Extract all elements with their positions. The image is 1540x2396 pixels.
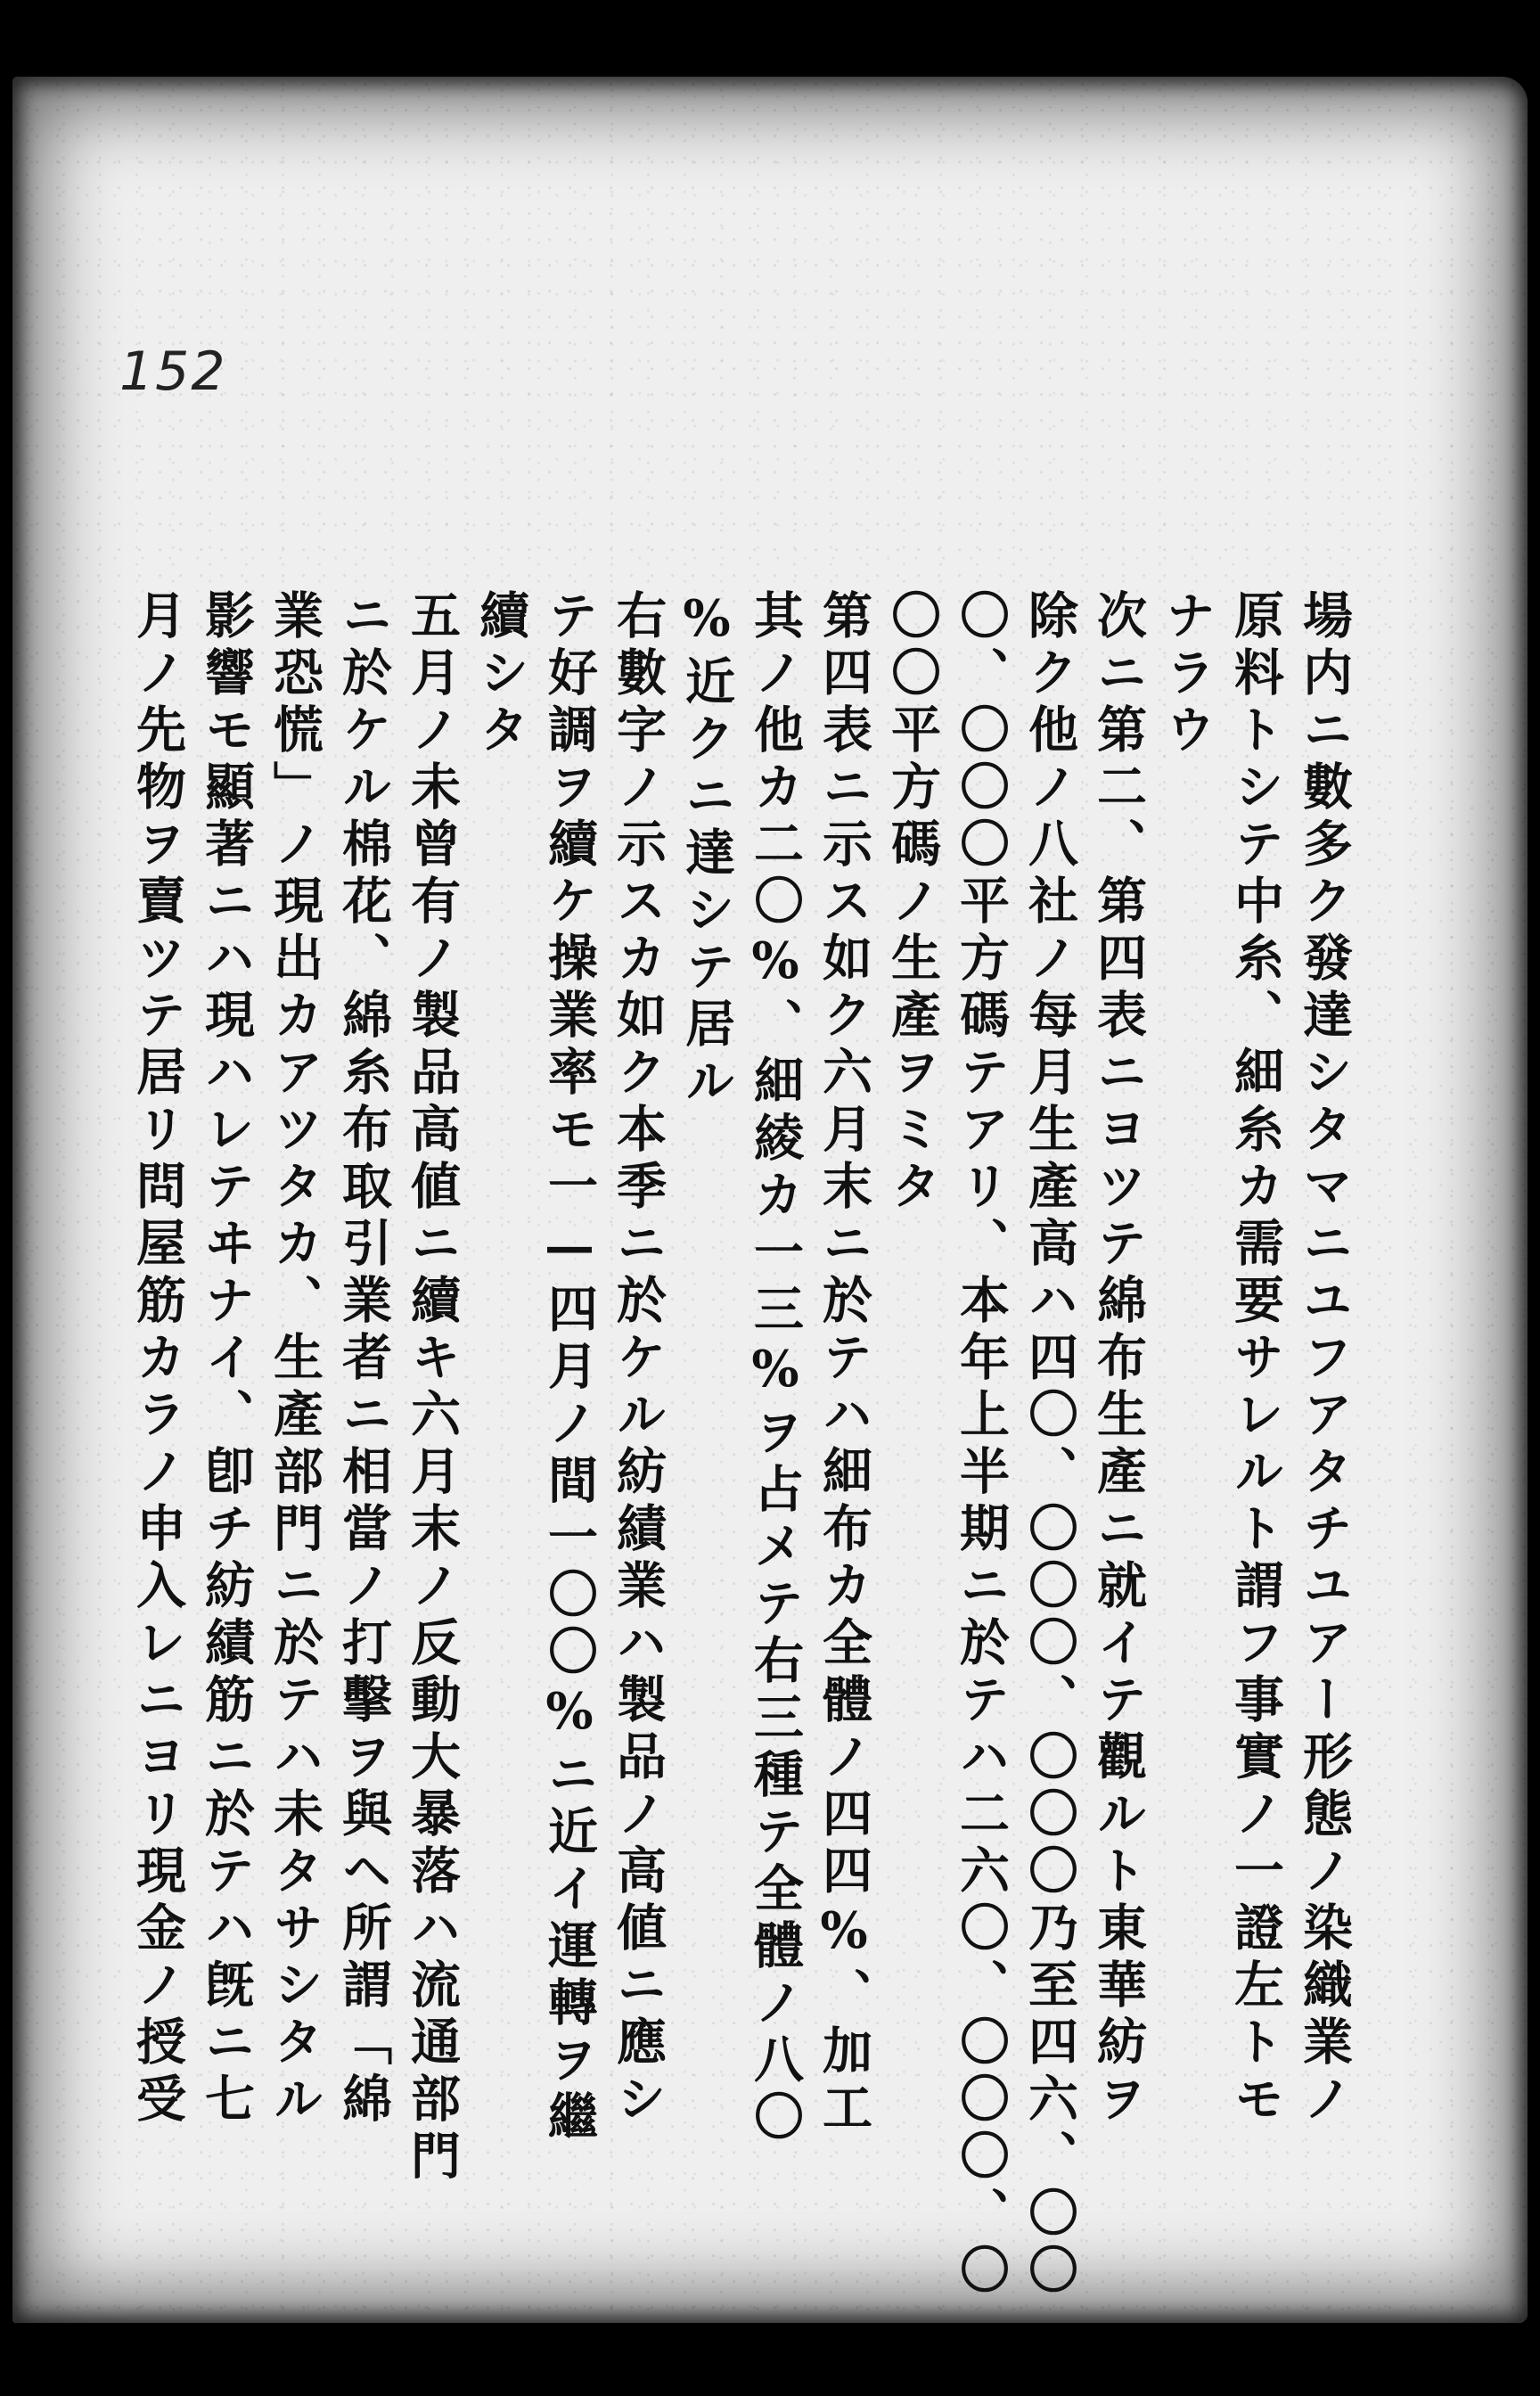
text-line: 影響モ顯著ニハ現ハレテヰナイ、卽チ紡績筋ニ於テハ旣ニ七 <box>197 589 256 2129</box>
text-line: テ好調ヲ續ケ操業率モ一—四月ノ間一〇〇%ニ近イ運轉ヲ繼 <box>540 589 599 2147</box>
text-line: 次ニ第二、第四表ニヨツテ綿布生產ニ就イテ觀ルト東華紡ヲ <box>1089 589 1148 2129</box>
text-line: 〇〇平方碼ノ生產ヲミタ <box>883 589 942 1217</box>
text-line: 除ク他ノ八社ノ每月生產高ハ四〇、〇〇〇、〇〇〇乃至四六、〇〇 <box>1020 589 1079 2301</box>
text-line: ニ於ケル棉花、綿糸布取引業者ニ相當ノ打擊ヲ與ヘ所謂「綿 <box>334 589 393 2129</box>
text-line: 其ノ他カ二〇%、細綾カ一三%ヲ占メテ右三種テ全體ノ八〇 <box>746 589 805 2147</box>
text-line: 原料トシテ中糸、細糸カ需要サレルト謂フ事實ノ一證左トモ <box>1226 589 1285 2129</box>
text-line: 場内ニ數多ク發達シタマニユフアタチユアー形態ノ染織業ノ <box>1295 589 1354 2129</box>
document-page <box>12 77 1528 2323</box>
text-line: 續シタ <box>471 589 530 760</box>
text-line: ナラウ <box>1158 589 1216 760</box>
text-line: 五月ノ未曾有ノ製品高値ニ續キ六月末ノ反動大暴落ハ流通部門 <box>403 589 462 2187</box>
vertical-text-body <box>123 589 1358 2301</box>
text-line: 右數字ノ示スカ如ク本季ニ於ケル紡績業ハ製品ノ高値ニ應シ <box>609 589 668 2129</box>
text-line: 第四表ニ示ス如ク六月末ニ於テハ細布カ全體ノ四四%、加工 <box>815 589 873 2138</box>
text-line: %近クニ達シテ居ル <box>677 589 736 1112</box>
text-line: 〇、〇〇〇平方碼テアリ、本年上半期ニ於テハ二六〇、〇〇〇、〇 <box>952 589 1011 2301</box>
text-line: 月ノ先物ヲ賣ツテ居リ問屋筋カラノ申入レニヨリ現金ノ授受 <box>128 589 187 2129</box>
handwritten-page-number: 152 <box>119 341 227 403</box>
text-line: 業恐慌」ノ現出カアツタカ、生產部門ニ於テハ未タサシタル <box>266 589 324 2129</box>
